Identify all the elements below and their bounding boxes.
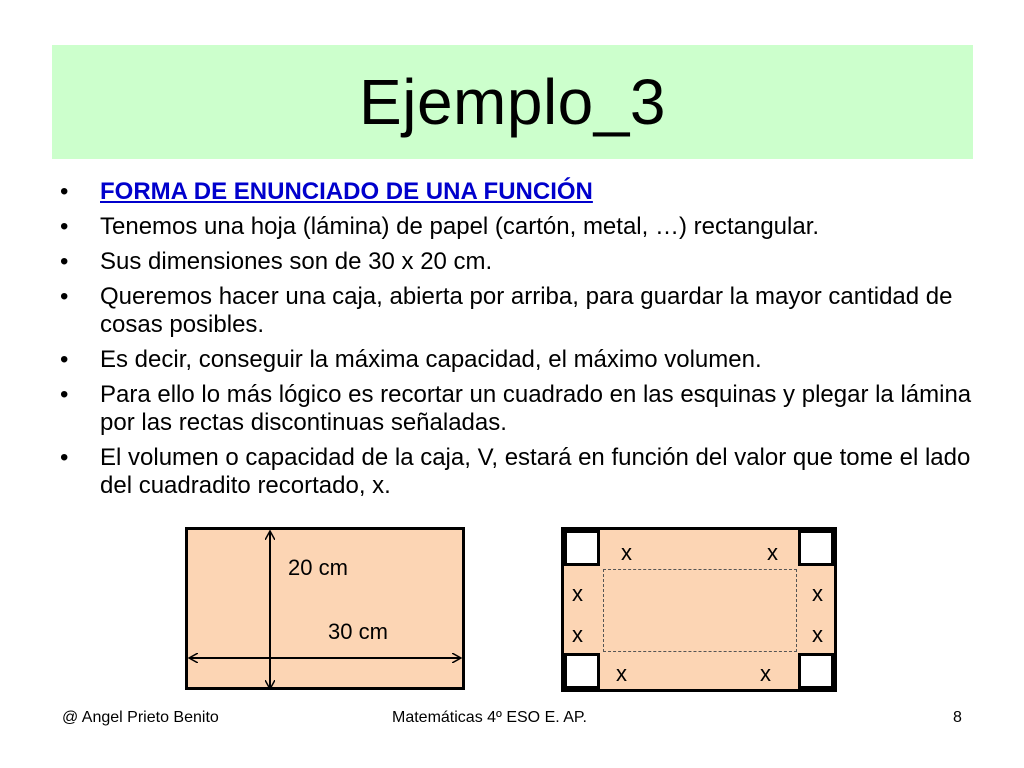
footer-page-number: 8 xyxy=(953,709,962,726)
fold-lines xyxy=(603,569,797,652)
bullet-icon: • xyxy=(60,248,69,275)
corner-square-bottom-right xyxy=(798,653,834,689)
x-label-left-upper: x xyxy=(572,581,583,606)
bullet-item xyxy=(60,381,980,437)
width-label: 30 cm xyxy=(328,619,388,644)
title-bar xyxy=(52,45,973,159)
bullet-item xyxy=(60,213,980,241)
bullet-text: Tenemos una hoja (lámina) de papel (cartón, metal, …) rectangular. xyxy=(100,213,820,240)
bullet-icon: • xyxy=(60,283,69,310)
bullet-list xyxy=(60,178,980,507)
corner-square-bottom-left xyxy=(564,653,600,689)
bullet-icon: • xyxy=(60,381,69,408)
bullet-item-heading xyxy=(60,178,980,206)
corner-square-top-left xyxy=(564,530,600,566)
bullet-heading-text: FORMA DE ENUNCIADO DE UNA FUNCIÓN xyxy=(100,178,593,205)
x-label-bottom-right: x xyxy=(760,661,771,686)
x-label-left-lower: x xyxy=(572,622,583,647)
x-label-bottom-left: x xyxy=(616,661,627,686)
x-label-top-left: x xyxy=(621,540,632,565)
cut-sheet-diagram xyxy=(561,527,837,692)
x-label-right-lower: x xyxy=(812,622,823,647)
bullet-text: El volumen o capacidad de la caja, V, estará en función del valor que tome el lado del cuadradito recortado, x. xyxy=(100,444,971,499)
footer-course: Matemáticas 4º ESO E. AP. xyxy=(392,709,587,726)
x-label-right-upper: x xyxy=(812,581,823,606)
slide-title: Ejemplo_3 xyxy=(359,66,666,138)
corner-square-top-right xyxy=(798,530,834,566)
bullet-item xyxy=(60,283,980,339)
bullet-text: Sus dimensiones son de 30 x 20 cm. xyxy=(100,248,493,275)
height-label: 20 cm xyxy=(288,555,348,580)
footer-author: @ Angel Prieto Benito xyxy=(62,709,219,726)
bullet-text: Para ello lo más lógico es recortar un cuadrado en las esquinas y plegar la lámina por las rectas discontinuas señaladas. xyxy=(100,381,972,436)
bullet-icon: • xyxy=(60,444,69,471)
bullet-item xyxy=(60,444,980,500)
bullet-icon: • xyxy=(60,178,69,205)
x-label-top-right: x xyxy=(767,540,778,565)
bullet-text: Es decir, conseguir la máxima capacidad, el máximo volumen. xyxy=(100,346,762,373)
bullet-item xyxy=(60,346,980,374)
bullet-icon: • xyxy=(60,213,69,240)
bullet-item xyxy=(60,248,980,276)
sheet-diagram xyxy=(185,527,465,690)
bullet-icon: • xyxy=(60,346,69,373)
bullet-text: Queremos hacer una caja, abierta por arriba, para guardar la mayor cantidad de cosas posibles. xyxy=(100,283,953,338)
dimension-arrows xyxy=(188,530,462,687)
